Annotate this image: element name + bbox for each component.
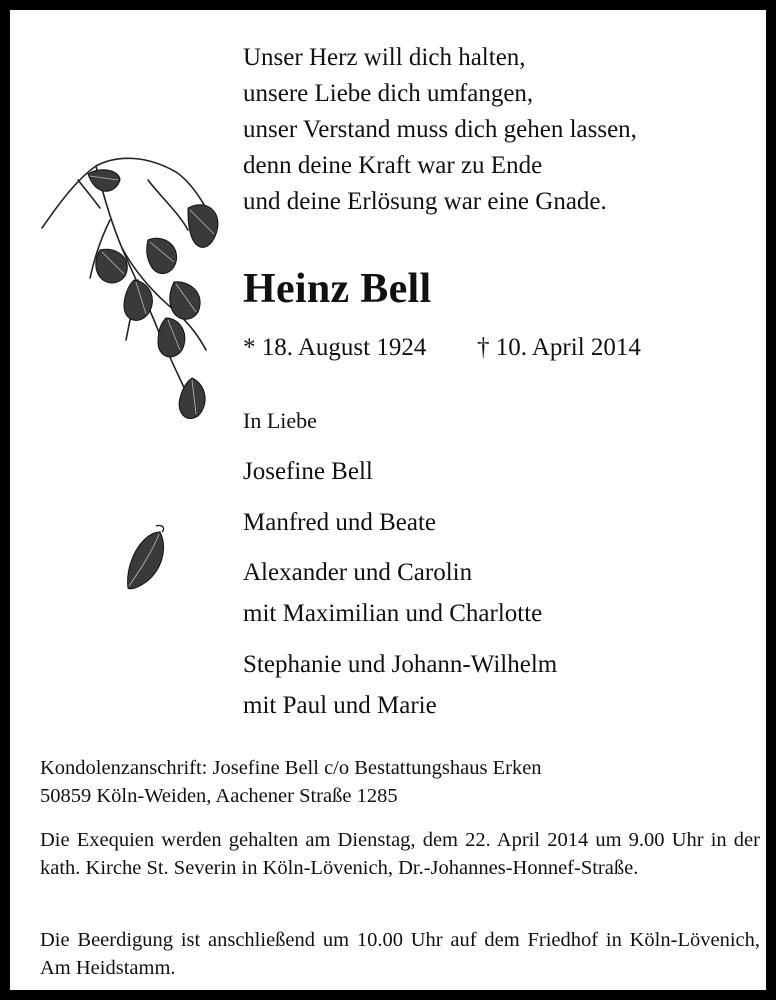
mourner-name: Josefine Bell bbox=[243, 458, 373, 485]
mourner-name: Stephanie und Johann-Wilhelm bbox=[243, 651, 558, 678]
poem-line: unsere Liebe dich umfangen, bbox=[243, 80, 534, 107]
condolence-line: 50859 Köln-Weiden, Aachener Straße 1285 bbox=[40, 785, 398, 807]
burial-notice: Die Beerdigung ist anschließend um 10.00 Uhr auf dem Friedhof in Köln-Lövenich, Am Heidstamm. bbox=[40, 929, 760, 979]
mourner-name: mit Paul und Marie bbox=[243, 692, 437, 719]
mourner-name: Alexander und Carolin bbox=[243, 559, 473, 586]
birth-date: * 18. August 1924 bbox=[243, 334, 427, 361]
poem-line: und deine Erlösung war eine Gnade. bbox=[243, 188, 607, 215]
exequien-notice: Die Exequien werden gehalten am Dienstag, dem 22. April 2014 um 9.00 Uhr in der kath. Kirche St. Severin in Köln-Lövenich, Dr.-Johannes-Honnef-Straße. bbox=[40, 829, 760, 879]
poem-line: Unser Herz will dich halten, bbox=[243, 44, 526, 71]
birch-branch-illustration bbox=[38, 150, 238, 440]
poem bbox=[243, 40, 637, 220]
falling-leaf-illustration bbox=[122, 522, 170, 594]
condolence-address bbox=[40, 754, 760, 810]
mourner-name: Manfred und Beate bbox=[243, 509, 436, 536]
poem-line: unser Verstand muss dich gehen lassen, bbox=[243, 116, 637, 143]
condolence-line: Kondolenzanschrift: Josefine Bell c/o Bestattungshaus Erken bbox=[40, 757, 542, 779]
mourner-name: mit Maximilian und Charlotte bbox=[243, 600, 543, 627]
death-date: † 10. April 2014 bbox=[477, 334, 641, 361]
poem-line: denn deine Kraft war zu Ende bbox=[243, 152, 543, 179]
mourners-intro: In Liebe bbox=[243, 408, 317, 433]
deceased-name: Heinz Bell bbox=[243, 266, 432, 312]
